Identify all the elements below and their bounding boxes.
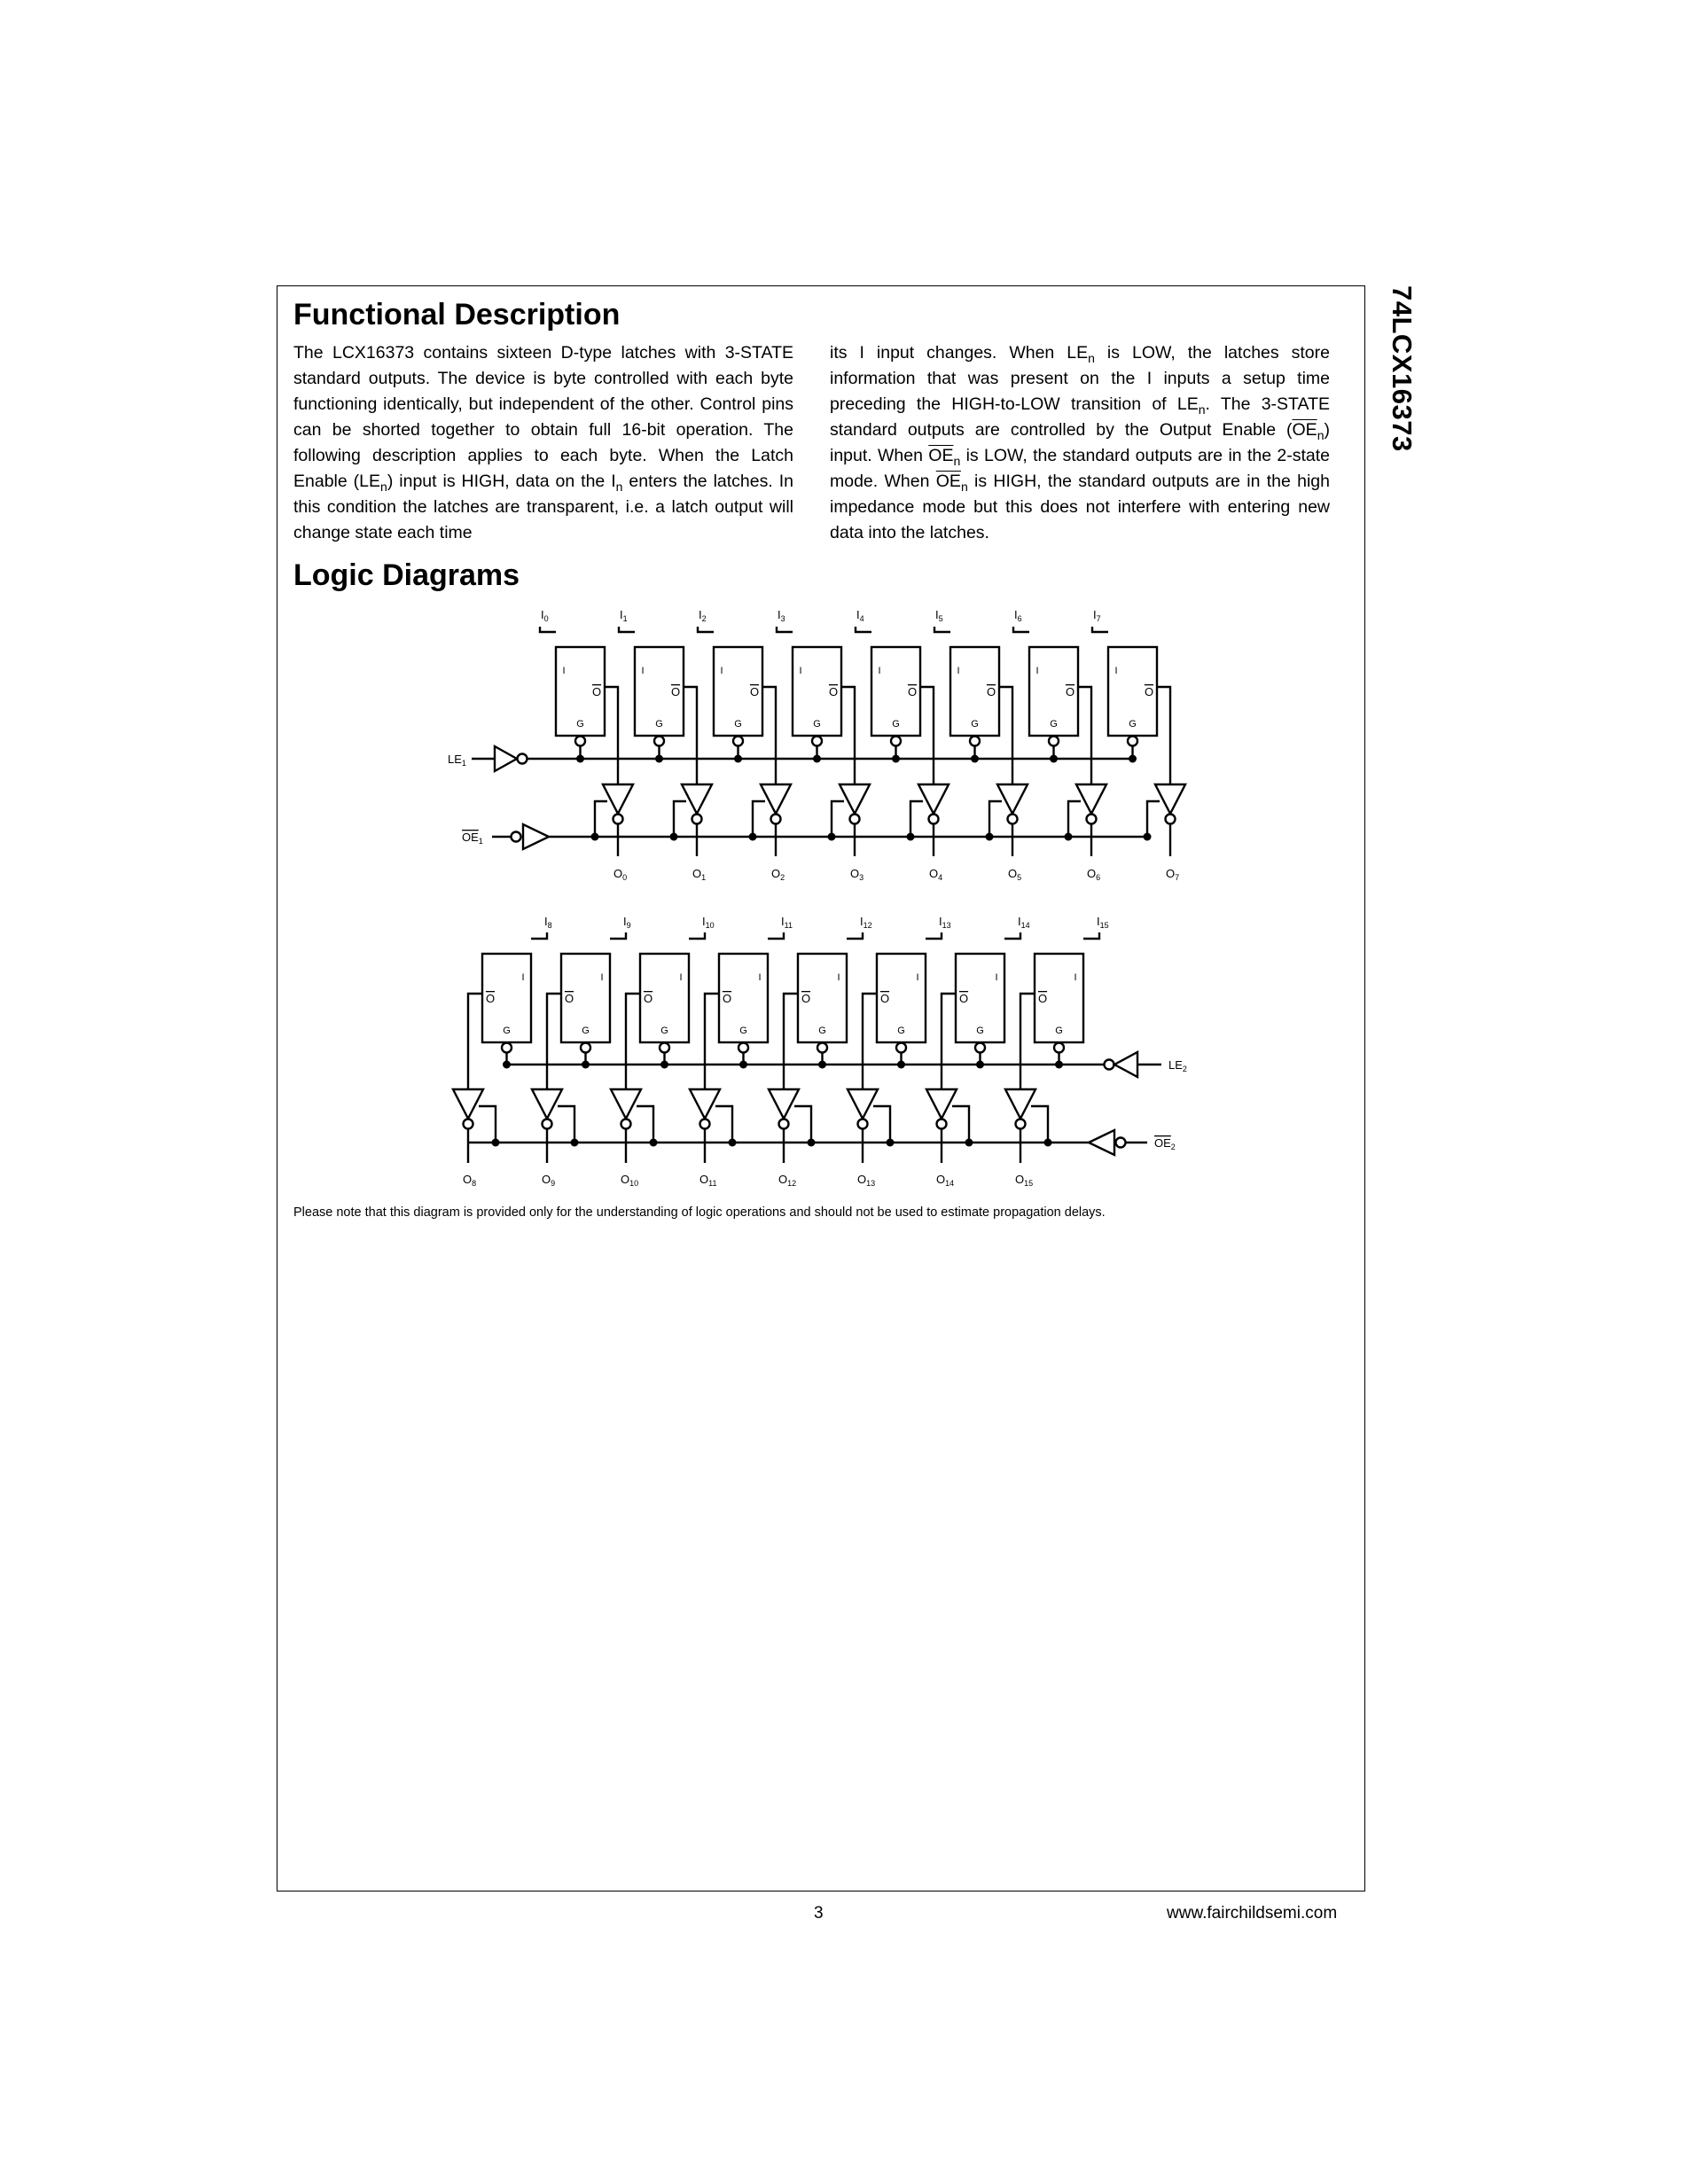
latch-q-wire (920, 687, 934, 784)
oe-tap-wire (637, 1106, 653, 1143)
latch-enable-label: G (734, 719, 742, 729)
output-label: $O_1$ (692, 867, 707, 882)
inversion-bubble (771, 815, 781, 824)
oe-tap-wire (952, 1106, 969, 1143)
tristate-buffer (453, 1089, 483, 1119)
latch-output-label: O (643, 992, 653, 1005)
input-label: $I_8$ (544, 915, 552, 930)
latch-q-wire (547, 994, 561, 1089)
tristate-buffer (603, 784, 633, 814)
oe-tap-wire (1068, 801, 1081, 837)
oe-tap-wire (715, 1106, 732, 1143)
oe1-buffer (523, 824, 549, 849)
inversion-bubble (891, 737, 901, 746)
tristate-buffer (1155, 784, 1185, 814)
tristate-buffer (611, 1089, 641, 1119)
oe2-label: $OE_2$ (1154, 1136, 1176, 1151)
data-input-wire (777, 627, 793, 632)
footer-url: www.fairchildsemi.com (1167, 1904, 1338, 1923)
oe2-buffer (1089, 1130, 1114, 1155)
latch-input-label: I (521, 972, 525, 983)
inversion-bubble (700, 1119, 710, 1129)
oe-tap-wire (479, 1106, 496, 1143)
le1-inverter (495, 746, 517, 771)
latch-input-label: I (720, 666, 723, 676)
output-label: $O_{13}$ (857, 1173, 876, 1188)
output-label: $O_3$ (850, 867, 864, 882)
page-number: 3 (814, 1904, 824, 1923)
le2-inverter (1114, 1052, 1137, 1077)
tristate-buffer (769, 1089, 799, 1119)
oe-tap-wire (873, 1106, 890, 1143)
oe-tap-wire (674, 801, 686, 837)
latch-q-wire (605, 687, 618, 784)
latch-output-label: O (722, 992, 732, 1005)
inversion-bubble (896, 1043, 906, 1053)
tristate-buffer (690, 1089, 720, 1119)
input-label: $I_3$ (778, 608, 785, 623)
latch-q-wire (705, 994, 719, 1089)
latch-input-label: I (799, 666, 802, 676)
output-label: $O_8$ (463, 1173, 477, 1188)
latch-output-label: O (801, 992, 811, 1005)
inversion-bubble (1087, 815, 1097, 824)
data-input-wire (847, 932, 863, 939)
input-label: $I_{13}$ (939, 915, 951, 930)
latch-enable-label: G (660, 1026, 668, 1036)
latch-enable-label: G (1129, 719, 1137, 729)
inversion-bubble (575, 737, 585, 746)
oe-tap-wire (1147, 801, 1160, 837)
data-input-wire (934, 627, 950, 632)
output-label: $O_{12}$ (778, 1173, 797, 1188)
inversion-bubble (613, 815, 623, 824)
data-input-wire (610, 932, 626, 939)
inversion-bubble (937, 1119, 947, 1129)
latch-q-wire (942, 994, 956, 1089)
functional-description-col2: its I input changes. When $LE_n$ is LOW, the latches store information that was present on the I inputs a setup time preceding the HIGH-to-LOW transition of $LE_n$. The 3-STATE standard outputs are controlled by the Output Enable $(\overline{OE}_n)$ input. When $\overline{OE}_n$ is LOW, the standard outputs are in the 2-state mode. When $\overline{OE}_n$ is HIGH, the standard outputs are in the high impedance mode but this does not interfere with entering new data into the latches. (830, 343, 1331, 542)
oe-tap-wire (595, 801, 607, 837)
input-label: $I_1$ (620, 608, 628, 623)
output-label: $O_9$ (542, 1173, 556, 1188)
data-input-wire (856, 627, 871, 632)
output-label: $O_6$ (1087, 867, 1101, 882)
data-input-wire (1013, 627, 1029, 632)
latch-q-wire (684, 687, 697, 784)
input-label: $I_6$ (1014, 608, 1022, 623)
latch-q-wire (841, 687, 855, 784)
inversion-bubble (1008, 815, 1018, 824)
data-input-wire (698, 627, 714, 632)
data-input-wire (540, 627, 556, 632)
oe-tap-wire (910, 801, 923, 837)
inversion-bubble (1049, 737, 1059, 746)
data-input-wire (619, 627, 635, 632)
input-label: $I_9$ (623, 915, 631, 930)
latch-output-label: O (591, 685, 602, 698)
latch-enable-label: G (739, 1026, 747, 1036)
latch-q-wire (468, 994, 482, 1089)
latch-enable-label: G (897, 1026, 905, 1036)
latch-q-wire (626, 994, 640, 1089)
latch-enable-label: G (1050, 719, 1058, 729)
oe-tap-wire (794, 1106, 811, 1143)
input-label: $I_7$ (1093, 608, 1101, 623)
latch-input-label: I (957, 666, 960, 676)
inversion-bubble (1054, 1043, 1064, 1053)
latch-q-wire (863, 994, 877, 1089)
latch-enable-label: G (892, 719, 900, 729)
output-label: $O_{11}$ (699, 1173, 717, 1188)
functional-description-col1: The LCX16373 contains sixteen D-type latches with 3-STATE standard outputs. The device is byte controlled with each byte functioning identically, but independent of the other. Control pins can be shorted together to obtain full 16-bit operation. The following description applies to each byte. When the Latch Enable $(LE_n)$ input is HIGH, data on the $I_n$ enters the latches. In this condition the latches are transparent, i.e. a latch output will change state each time (293, 343, 793, 542)
tristate-buffer (1005, 1089, 1035, 1119)
tristate-buffer (997, 784, 1028, 814)
latch-enable-label: G (818, 1026, 826, 1036)
data-input-wire (1083, 932, 1099, 939)
latch-input-label: I (1035, 666, 1039, 676)
latch-input-label: I (995, 972, 998, 983)
latch-enable-label: G (655, 719, 663, 729)
inversion-bubble (1116, 1138, 1126, 1148)
inversion-bubble (1166, 815, 1176, 824)
latch-input-label: I (600, 972, 604, 983)
inversion-bubble (975, 1043, 985, 1053)
oe-tap-wire (1031, 1106, 1048, 1143)
inversion-bubble (970, 737, 980, 746)
inversion-bubble (929, 815, 939, 824)
inversion-bubble (581, 1043, 590, 1053)
inversion-bubble (512, 832, 521, 842)
input-label: $I_{15}$ (1097, 915, 1109, 930)
latch-enable-label: G (976, 1026, 984, 1036)
tristate-buffer (532, 1089, 562, 1119)
latch-input-label: I (758, 972, 762, 983)
latch-output-label: O (749, 685, 760, 698)
inversion-bubble (812, 737, 822, 746)
latch-input-label: I (916, 972, 919, 983)
output-label: $O_{10}$ (621, 1173, 639, 1188)
oe-tap-wire (989, 801, 1002, 837)
inversion-bubble (1128, 737, 1137, 746)
latch-enable-label: G (1055, 1026, 1063, 1036)
latch-output-label: O (1065, 685, 1075, 698)
input-label: $I_0$ (541, 608, 549, 623)
latch-enable-label: G (503, 1026, 511, 1036)
latch-output-label: O (1037, 992, 1048, 1005)
data-input-wire (531, 932, 547, 939)
inversion-bubble (692, 815, 702, 824)
latch-output-label: O (828, 685, 839, 698)
functional-description-heading: Functional Description (293, 298, 621, 332)
inversion-bubble (733, 737, 743, 746)
output-label: $O_2$ (771, 867, 785, 882)
output-label: $O_4$ (929, 867, 943, 882)
input-label: $I_4$ (856, 608, 864, 623)
latch-input-label: I (562, 666, 566, 676)
input-label: $I_{11}$ (781, 915, 793, 930)
latch-input-label: I (1074, 972, 1077, 983)
diagram-note: Please note that this diagram is provided only for the understanding of logic operations and should not be used to estimate propagation delays. (293, 1205, 1106, 1220)
tristate-buffer (840, 784, 870, 814)
latch-q-wire (762, 687, 776, 784)
latch-enable-label: G (582, 1026, 590, 1036)
latch-input-label: I (641, 666, 645, 676)
output-label: $O_5$ (1008, 867, 1022, 882)
tristate-buffer (926, 1089, 957, 1119)
le2-label: $LE_2$ (1168, 1058, 1187, 1073)
tristate-buffer (848, 1089, 878, 1119)
inversion-bubble (464, 1119, 473, 1129)
latch-enable-label: G (576, 719, 584, 729)
output-label: $O_7$ (1166, 867, 1180, 882)
latch-enable-label: G (813, 719, 821, 729)
latch-input-label: I (878, 666, 881, 676)
oe-tap-wire (753, 801, 765, 837)
data-input-wire (1004, 932, 1020, 939)
latch-q-wire (784, 994, 798, 1089)
input-label: $I_{12}$ (860, 915, 872, 930)
logic-diagrams-heading: Logic Diagrams (293, 558, 520, 592)
side-part-number: 74LCX16373 (1387, 285, 1418, 452)
tristate-buffer (761, 784, 791, 814)
inversion-bubble (858, 1119, 868, 1129)
output-label: $O_{15}$ (1015, 1173, 1034, 1188)
latch-output-label: O (879, 992, 890, 1005)
oe1-label: $OE_1$ (462, 831, 483, 846)
inversion-bubble (518, 754, 528, 764)
latch-output-label: O (958, 992, 969, 1005)
tristate-buffer (682, 784, 712, 814)
inversion-bubble (621, 1119, 631, 1129)
latch-input-label: I (679, 972, 683, 983)
oe-tap-wire (832, 801, 844, 837)
latch-output-label: O (907, 685, 918, 698)
output-label: $O_0$ (613, 867, 628, 882)
latch-q-wire (1157, 687, 1170, 784)
latch-q-wire (999, 687, 1012, 784)
input-label: $I_{14}$ (1018, 915, 1030, 930)
latch-output-label: O (1144, 685, 1154, 698)
input-label: $I_{10}$ (702, 915, 715, 930)
data-input-wire (768, 932, 784, 939)
latch-q-wire (1078, 687, 1091, 784)
inversion-bubble (543, 1119, 552, 1129)
latch-input-label: I (837, 972, 840, 983)
oe-tap-wire (558, 1106, 574, 1143)
latch-enable-label: G (971, 719, 979, 729)
latch-q-wire (1020, 994, 1035, 1089)
data-input-wire (1092, 627, 1108, 632)
inversion-bubble (1016, 1119, 1026, 1129)
inversion-bubble (660, 1043, 669, 1053)
le1-label: $LE_1$ (448, 753, 466, 768)
latch-output-label: O (564, 992, 574, 1005)
latch-output-label: O (670, 685, 681, 698)
inversion-bubble (654, 737, 664, 746)
input-label: $I_5$ (935, 608, 943, 623)
inversion-bubble (738, 1043, 748, 1053)
tristate-buffer (1076, 784, 1106, 814)
inversion-bubble (779, 1119, 789, 1129)
data-input-wire (926, 932, 942, 939)
latch-input-label: I (1114, 666, 1118, 676)
latch-output-label: O (986, 685, 996, 698)
inversion-bubble (502, 1043, 512, 1053)
data-input-wire (689, 932, 705, 939)
inversion-bubble (817, 1043, 827, 1053)
latch-output-label: O (485, 992, 496, 1005)
tristate-buffer (918, 784, 949, 814)
inversion-bubble (850, 815, 860, 824)
input-label: $I_2$ (699, 608, 707, 623)
output-label: $O_{14}$ (936, 1173, 955, 1188)
